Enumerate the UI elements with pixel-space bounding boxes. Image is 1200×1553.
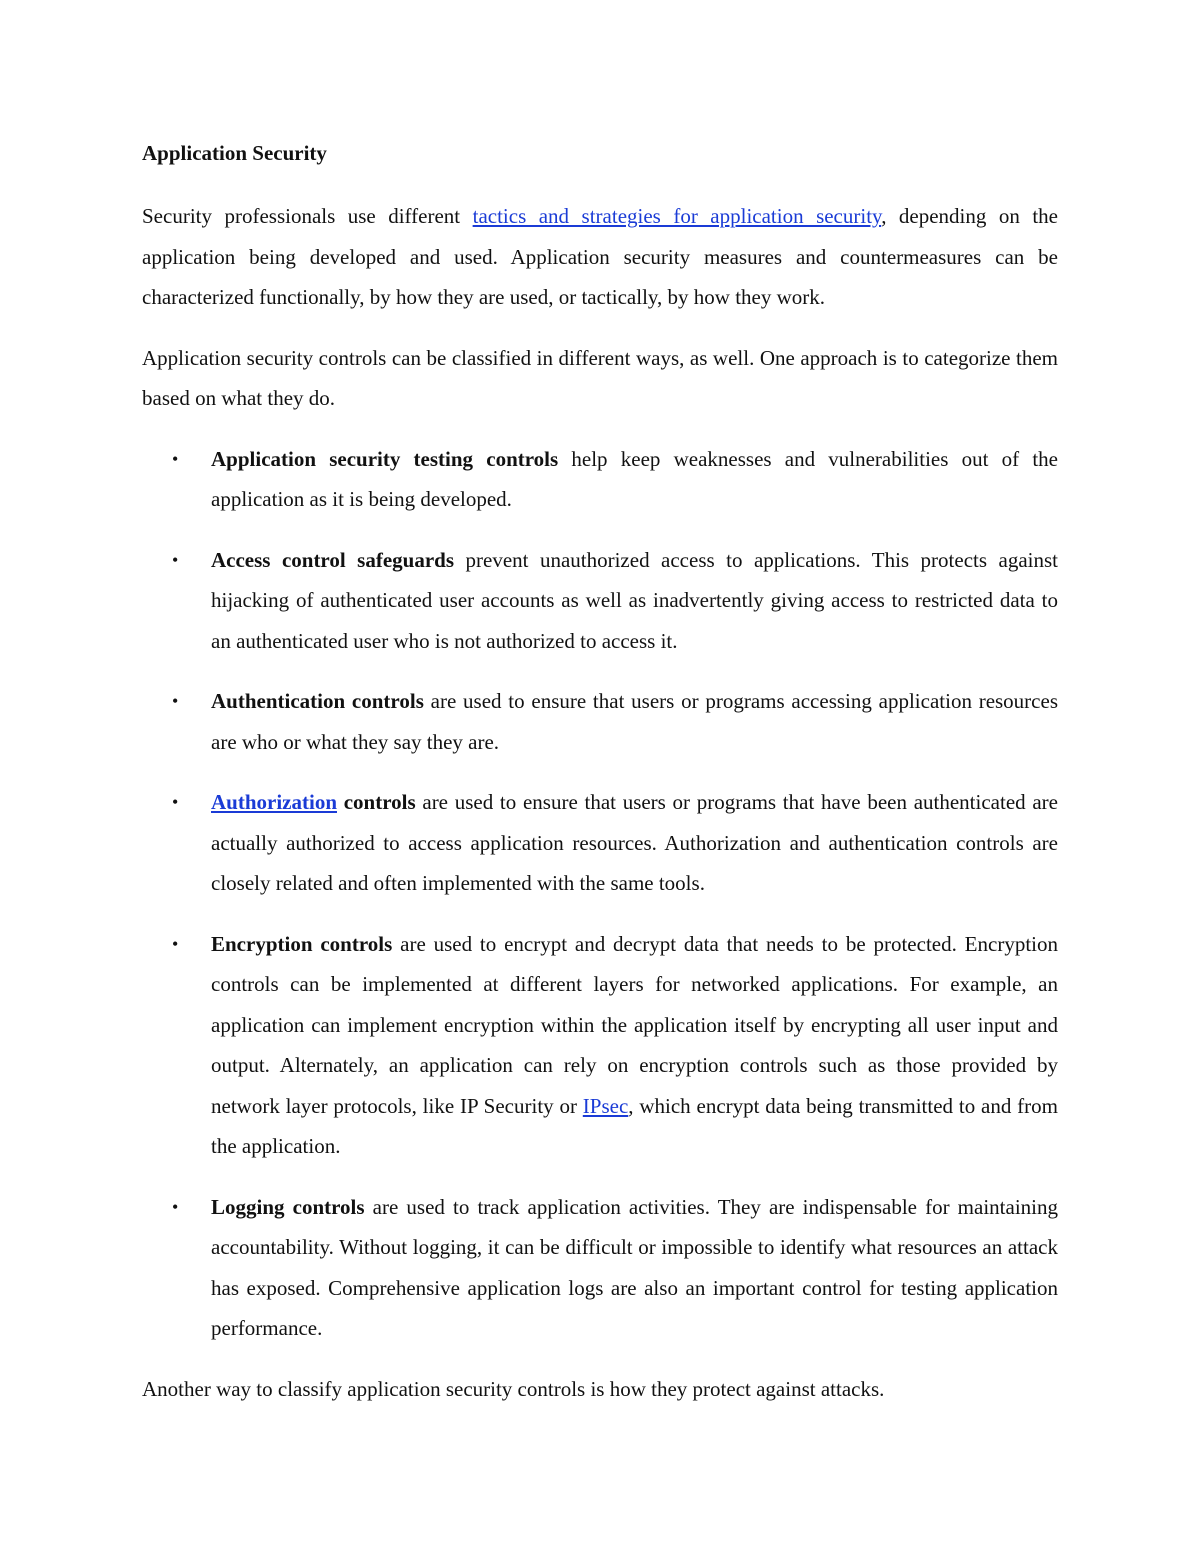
list-item-description-end: , which encrypt data being transmitted to and from the application. xyxy=(211,1093,1058,1158)
list-item-term: Encryption controls xyxy=(211,931,393,956)
intro-text-after-link: , depending on the application being developed and used. Application security measures and countermeasures can be characterized functionally, by how they are used, or tactically, by how they work. xyxy=(142,204,1059,309)
closing-paragraph: Another way to classify application security controls is how they protect against attacks. xyxy=(142,1376,885,1401)
intro-paragraph xyxy=(142,196,1058,318)
bullet-marker: • xyxy=(172,549,179,570)
list-item-term: Application security testing controls xyxy=(211,446,559,471)
list-item-testing-controls xyxy=(172,439,1058,520)
tactics-strategies-link[interactable]: tactics and strategies for application security xyxy=(472,204,882,228)
list-item-description: are used to ensure that users or programs accessing application resources are who or what they say they are. xyxy=(211,689,1058,754)
list-item-authentication xyxy=(172,681,1058,762)
list-item-description: are used to track application activities. They are indispensable for maintaining accountability. Without logging, it can be difficult or impossible to identify what resources an attack has exposed. Comprehensive application logs are also an important control for testing application performance. xyxy=(211,1194,1058,1340)
bullet-marker: • xyxy=(172,691,179,711)
list-item-description: are used to encrypt and decrypt data that needs to be protected. Encryption controls can be implemented at different layers for networked applications. For example, an application can implement encryption within the application itself by encrypting all user input and output. Alternately, an application can rely on encryption controls such as those provided by network layer protocols, like IP Security or xyxy=(211,931,1058,1118)
classification-paragraph: Application security controls can be classified in different ways, as well. One approach is to categorize them based on what they do. xyxy=(142,345,1058,410)
controls-list xyxy=(142,439,1058,1349)
list-item-description: help keep weaknesses and vulnerabilities out of the application as it is being developed. xyxy=(211,446,1058,511)
bullet-marker: • xyxy=(172,792,179,812)
intro-text-before-link: Security professionals use different xyxy=(142,204,473,228)
list-item-logging xyxy=(172,1187,1058,1349)
list-item-authorization xyxy=(172,782,1058,904)
list-item-description: are used to ensure that users or programs that have been authenticated are actually authorized to access application resources. Authorization and authentication controls are closely related and often implemented with the same tools. xyxy=(211,790,1058,895)
list-item-access-control xyxy=(172,540,1058,662)
ipsec-link[interactable]: IPsec xyxy=(582,1093,629,1118)
bullet-marker: • xyxy=(172,933,179,954)
authorization-link[interactable]: Authorization xyxy=(211,790,337,814)
list-item-term: Authentication controls xyxy=(211,689,424,713)
bullet-marker: • xyxy=(172,1196,179,1217)
list-item-encryption xyxy=(172,924,1058,1167)
list-item-term: controls xyxy=(337,790,416,814)
document-title: Application Security xyxy=(142,141,327,165)
bullet-marker: • xyxy=(172,448,179,469)
list-item-term: Logging controls xyxy=(211,1194,365,1219)
list-item-description: prevent unauthorized access to applications. This protects against hijacking of authenticated user accounts as well as inadvertently giving access to restricted data to an authenticated user who is not authorized to access it. xyxy=(211,547,1058,653)
list-item-term: Access control safeguards xyxy=(211,547,455,572)
